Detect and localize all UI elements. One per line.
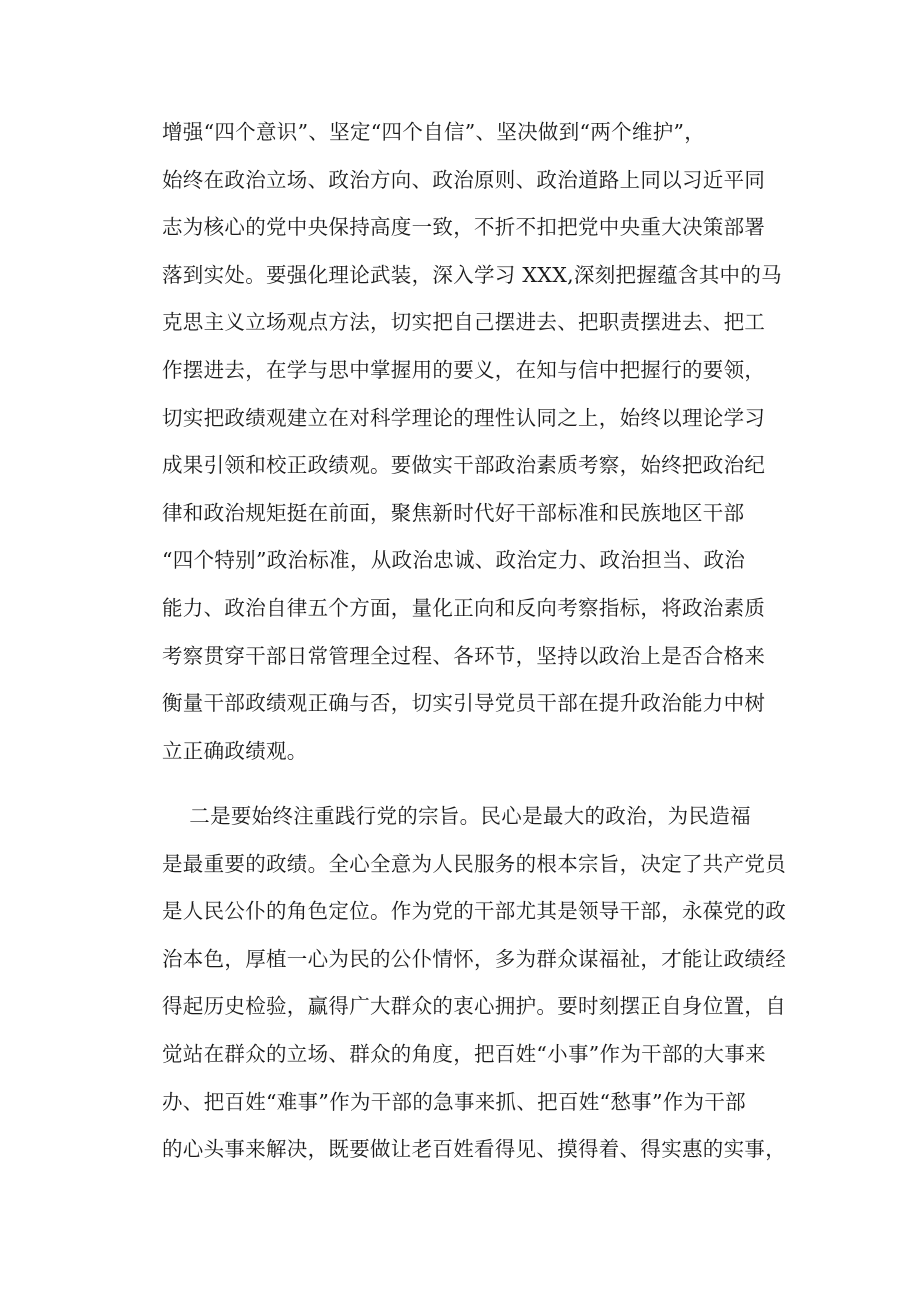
paragraph-2 — [162, 793, 802, 1174]
text-line: 考察贯穿干部日常管理全过程、各环节，坚持以政治上是否合格来 — [162, 643, 766, 668]
text-line: 落到实处。要强化理论武装，深入学习 XXX,深刻把握蕴含其中的马 — [162, 262, 782, 287]
text-line: 衡量干部政绩观正确与否，切实引导党员干部在提升政治能力中树 — [162, 691, 766, 716]
text-line: 得起历史检验，赢得广大群众的衷心拥护。要时刻摆正自身位置，自 — [162, 994, 786, 1019]
text-line: 的心头事来解决，既要做让老百姓看得见、摸得着、得实惠的实事， — [162, 1137, 786, 1162]
text-line: 是最重要的政绩。全心全意为人民服务的根本宗旨，决定了共产党员 — [162, 851, 786, 876]
text-line: 始终在政治立场、政治方向、政治原则、政治道路上同以习近平同 — [162, 167, 766, 192]
text-line: 志为核心的党中央保持高度一致，不折不扣把党中央重大决策部署 — [162, 215, 766, 240]
text-line: 觉站在群众的立场、群众的角度，把百姓“小事”作为干部的大事来 — [162, 1041, 766, 1066]
text-line: 成果引领和校正政绩观。要做实干部政治素质考察，始终把政治纪 — [162, 453, 766, 478]
text-line: 作摆进去，在学与思中掌握用的要义，在知与信中把握行的要领， — [162, 357, 766, 382]
paragraph-1 — [162, 109, 802, 775]
text-line: 克思主义立场观点方法，切实把自己摆进去、把职责摆进去、把工 — [162, 310, 766, 335]
text-line: “四个特别”政治标准，从政治忠诚、政治定力、政治担当、政治 — [162, 548, 746, 573]
text-line: 律和政治规矩挺在前面，聚焦新时代好干部标准和民族地区干部 — [162, 500, 745, 525]
text-line: 立正确政绩观。 — [162, 738, 308, 763]
text-line: 二是要始终注重践行党的宗旨。民心是最大的政治，为民造福 — [162, 804, 751, 828]
text-line: 是人民公仆的角色定位。作为党的干部尤其是领导干部，永葆党的政 — [162, 899, 786, 924]
text-line: 能力、政治自律五个方面，量化正向和反向考察指标，将政治素质 — [162, 595, 766, 620]
text-line: 切实把政绩观建立在对科学理论的理性认同之上，始终以理论学习 — [162, 405, 766, 430]
text-line: 治本色，厚植一心为民的公仆情怀，多为群众谋福祉，才能让政绩经 — [162, 946, 786, 971]
text-line: 增强“四个意识”、坚定“四个自信”、坚决做到“两个维护”， — [162, 120, 706, 144]
text-line: 办、把百姓“难事”作为干部的急事来抓、把百姓“愁事”作为干部 — [162, 1089, 746, 1114]
